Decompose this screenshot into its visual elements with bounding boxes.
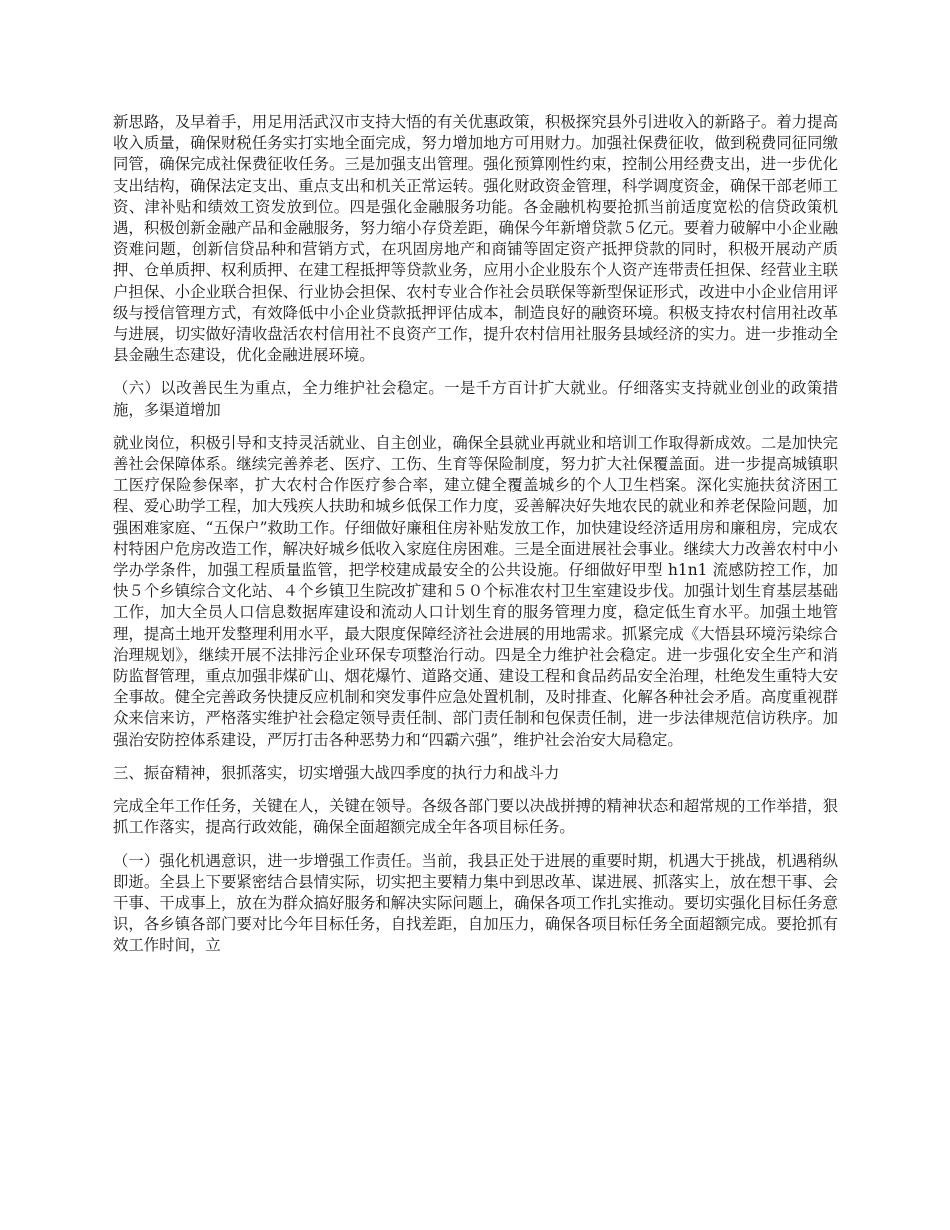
paragraph-livelihood: 就业岗位，积极引导和支持灵活就业、自主创业，确保全县就业再就业和培训工作取得新成效。二是加快完善社会保障体系。继续完善养老、医疗、工伤、生育等保险制度，努力扩大社保覆盖面。进一步提高城镇职工医疗保险参保率，扩大农村合作医疗参合率，建立健全覆盖城乡的个人卫生档案。深化实施扶贫济困工程、爱心助学工程，加大残疾人扶助和城乡低保工作力度，妥善解决好失地农民的就业和养老保险问题，加强困难家庭、“五保户”救助工作。仔细做好廉租住房补贴发放工作，加快建设经济适用房和廉租房，完成农村特困户危房改造工作，解决好城乡低收入家庭住房困难。三是全面进展社会事业。继续大力改善农村中小学办学条件，加强工程质量监管，把学校建成最安全的公共设施。仔细做好甲型 h1n1 流感防控工作，加快５个乡镇综合文化站、４个乡镇卫生院改扩建和５０个标准农村卫生室建设步伐。加强计划生育基层基础工作，加大全员人口信息数据库建设和流动人口计划生育的服务管理力度，稳定低生育水平。加强土地管理，提高土地开发整理利用水平，最大限度保障经济社会进展的用地需求。抓紧完成《大悟县环境污染综合治理规划》，继续开展不法排污企业环保专项整治行动。四是全力维护社会稳定。进一步强化安全生产和消防监督管理，重点加强非煤矿山、烟花爆竹、道路交通、建设工程和食品药品安全治理，杜绝发生重特大安全事故。健全完善政务快捷反应机制和突发事件应急处置机制，及时排查、化解各种社会矛盾。高度重视群众来信来访，严格落实维护社会稳定领导责任制、部门责任制和包保责任制，进一步法律规范信访秩序。加强治安防控体系建设，严厉打击各种恶势力和“四霸六强”，维护社会治安大局稳定。 bbox=[113, 433, 838, 749]
document-body bbox=[113, 112, 838, 969]
section-heading-three: 三、振奋精神，狠抓落实，切实增强大战四季度的执行力和战斗力 bbox=[113, 763, 560, 782]
paragraph-opportunity: （一）强化机遇意识，进一步增强工作责任。当前，我县正处于进展的重要时期，机遇大于挑战，机遇稍纵即逝。全县上下要紧密结合县情实际，切实把主要精力集中到思改革、谋进展、抓落实上，放在想干事、会干事、干成事上，放在为群众搞好服务和解决实际问题上，确保各项工作扎实推动。要切实强化目标任务意识，各乡镇各部门要对比今年目标任务，自找差距，自加压力，确保各项目标任务全面超额完成。要抢抓有效工作时间，立 bbox=[113, 851, 838, 955]
paragraph-tasks: 完成全年工作任务，关键在人，关键在领导。各级各部门要以决战拼搏的精神状态和超常规的工作举措，狠抓工作落实，提高行政效能，确保全面超额完成全年各项目标任务。 bbox=[113, 797, 838, 837]
paragraph-finance: 新思路，及早着手，用足用活武汉市支持大悟的有关优惠政策，积极探究县外引进收入的新路子。着力提高收入质量，确保财税任务实打实地全面完成，努力增加地方可用财力。加强社保费征收，做到税费同征同缴同管，确保完成社保费征收任务。三是加强支出管理。强化预算刚性约束，控制公用经费支出，进一步优化支出结构，确保法定支出、重点支出和机关正常运转。强化财政资金管理，科学调度资金，确保干部老师工资、津补贴和绩效工资发放到位。四是强化金融服务功能。各金融机构要抢抓当前适度宽松的信贷政策机遇，积极创新金融产品和金融服务，努力缩小存贷差距，确保今年新增贷款５亿元。要着力破解中小企业融资难问题，创新信贷品种和营销方式，在巩固房地产和商铺等固定资产抵押贷款的同时，积极开展动产质押、仓单质押、权利质押、在建工程抵押等贷款业务，应用小企业股东个人资产连带责任担保、经营业主联户担保、小企业联合担保、行业协会担保、农村专业合作社会员联保等新型保证形式，改进中小企业信用评级与授信管理方式，有效降低中小企业贷款抵押评估成本，制造良好的融资环境。积极支持农村信用社改革与进展，切实做好清收盘活农村信用社不良资产工作，提升农村信用社服务县域经济的实力。进一步推动全县金融生态建设，优化金融进展环境。 bbox=[113, 113, 838, 365]
paragraph-section-six-intro: （六）以改善民生为重点，全力维护社会稳定。一是千方百计扩大就业。仔细落实支持就业创业的政策措施，多渠道增加 bbox=[113, 379, 838, 419]
